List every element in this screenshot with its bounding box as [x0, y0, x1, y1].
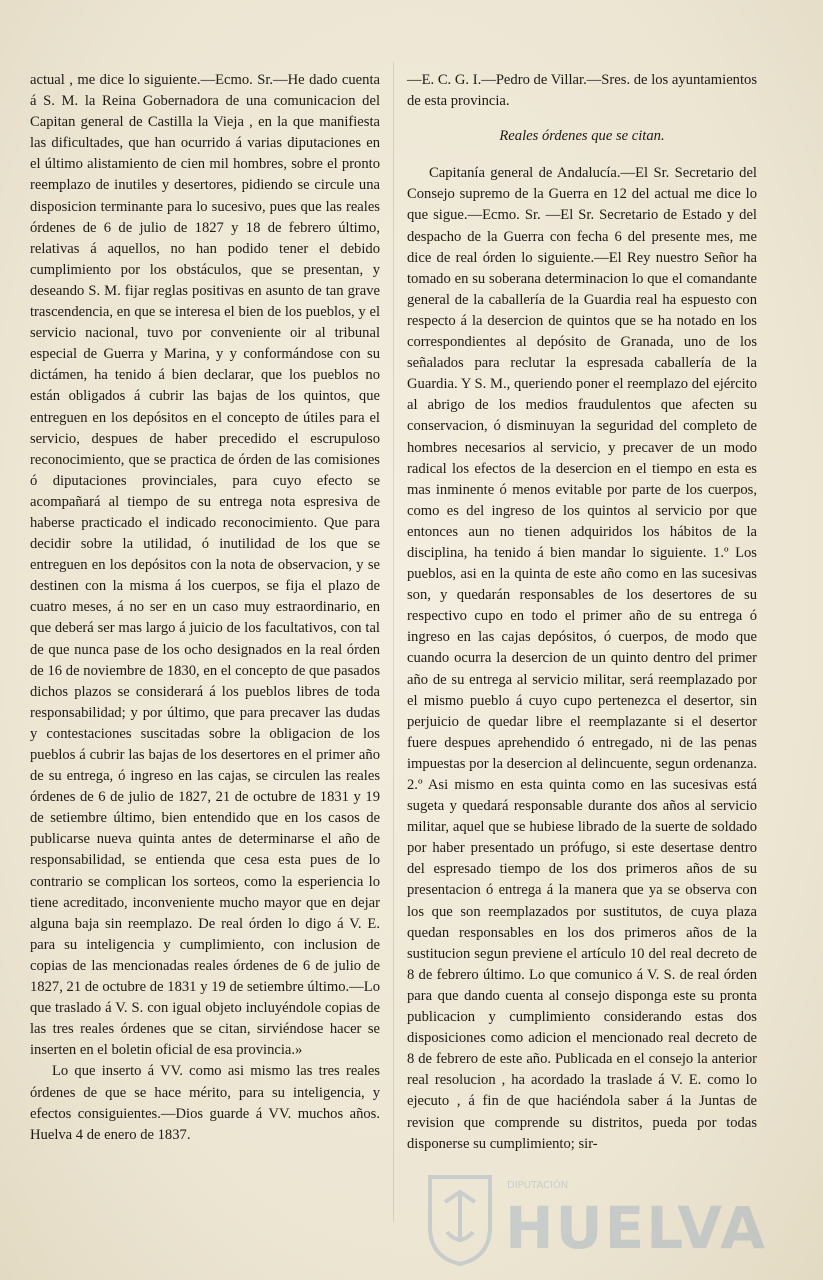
- watermark-subtext: DIPUTACIÓN: [507, 1180, 569, 1191]
- section-title: Reales órdenes que se citan.: [499, 128, 665, 145]
- shield-icon: [425, 1172, 495, 1267]
- watermark-text: HUELVA: [505, 1194, 768, 1262]
- right-paragraph-2: Capitanía general de Andalucía.—El Sr. Secretario del Consejo supremo de la Guerra en 12 del actual me dice lo que sigue.—Ecmo. Sr. —El Sr. Secretario de Estado y del despacho de la Guerra con fecha 6 del presente mes, me dice de real órden lo siguiente.—El Rey nuestro Señor ha tomado en su soberana determinacion lo que el comandante general de la caballería de la Guardia real ha espuesto con respecto á la desercion de quintos que se ha notado en los correspondientes al depósito de Granada, uno de los señalados para reclutar la espresada caballería de la Guardia. Y S. M., queriendo poner el reemplazo del ejército al abrigo de los medios fraudulentos que afecten su conservacion, ó disminuyan la seguridad del completo de hombres necesarios al servicio, y precaver de un modo radical los efectos de la desercion en el tiempo en esta es mas inminente ó menos evitable por parte de los cuerpos, como es del ingreso de los quintos al servicio por que entonces aun no tienen adquiridos los hábitos de la disciplina, ha tenido á bien mandar lo siguiente. 1.º Los pueblos, asi en la quinta de este año como en las sucesivas son, y quedarán responsables de los desertores de su respectivo cupo en todo el primer año de su entrega ó ingreso en las cajas depósitos, ó cuerpos, de modo que cuando ocurra la desercion de un quinto dentro del primer año de su entrega al servicio militar, será reemplazado por el mismo pueblo á cuyo cupo pertenezca el desertor, sin perjuicio de quedar libre el reemplazante si el desertor fuere despues aprehendido ó entregado, ni de las penas impuestas por la desercion al delincuente, segun ordenanza. 2.º Asi mismo en esta quinta como en las sucesivas está sugeta y quedará responsable durante dos años al servicio militar, aquel que se hubiese librado de la suerte de soldado por haber presentado un prófugo, si este desertase dentro del espresado tiempo de los dos primeros años de su presentacion ó entrega á la manera que ya se observa con los que son reemplazados por sustitutos, de cuya plaza quedan responsables en los dos primeros años de la sustitucion segun previene el artículo 10 del real decreto de 8 de febrero último. Lo que comunico á V. S. de real órden para que dando cuenta al consejo disponga este su pronta publicacion y cumplimiento considerando estas dos disposiciones como adicion el mencionado real decreto de 8 de febrero de este año. Publicada en el consejo la anterior real resolucion , ha acordado la traslade á V. E. como lo ejecuto , á fin de que haciéndola saber á la Juntas de revision que comprende su distritos, pueda por todas disponerse su cumplimiento; sir-: [407, 165, 757, 1152]
- right-paragraph-1: —E. C. G. I.—Pedro de Villar.—Sres. de los ayuntamientos de esta provincia.: [407, 72, 757, 110]
- library-watermark: [415, 1172, 768, 1272]
- left-paragraph-2: Lo que inserto á VV. como asi mismo las tres reales órdenes de que se hace mérito, para su inteligencia, y efectos consiguientes.—Dios guarde á VV. muchos años. Huelva 4 de enero de 1837.: [30, 1063, 380, 1143]
- left-paragraph-1: actual , me dice lo siguiente.—Ecmo. Sr.—He dado cuenta á S. M. la Reina Gobernadora de una comunicacion del Capitan general de Castilla la Vieja , en la que manifiesta las dificultades, que han ocurrido á varias diputaciones en el último alistamiento de cien mil hombres, sobre el pronto reemplazo de inutiles y desertores, pidiendo se circule una disposicion terminante para lo sucesivo, pues que las reales órdenes de 6 de julio de 1827 y 18 de febrero último, relativas á aquellos, no han podido tener el debido cumplimiento por los obstáculos, que se presentan, y deseando S. M. fijar reglas positivas en asunto de tan grave trascendencia, en que se interesa el bien de los pueblos, y el servicio nacional, tuvo por conveniente oir al tribunal especial de Guerra y Marina, y y conformándose con su dictámen, ha tenido á bien declarar, que los pueblos no están obligados á cubrir las bajas de los quintos, que entreguen en los depósitos en el concepto de útiles para el servicio, despues de haber precedido el escrupuloso reconocimiento, que se practica de órden de las comisiones ó diputaciones provinciales, para cuyo efecto se acompañará al tiempo de su entrega nota espresiva de haberse practicado el indicado reconocimiento. Que para decidir sobre la utilidad, ó inutilidad de los que se entreguen en los depósitos con la nota de observacion, y se destinen con la misma á los cuerpos, se fija el plazo de cuatro meses, á no ser en un caso muy estraordinario, en que deberá ser mas largo á juicio de los facultativos, con tal de que nunca pase de los ocho designados en la real órden de 16 de noviembre de 1830, en el concepto de que pasados dichos plazos se considerará á los pueblos libres de toda responsabilidad; y por último, que para precaver las dudas y contestaciones suscitadas sobre la obligacion de los pueblos á cubrir las bajas de los desertores en el primer año de su entrega, ó ingreso en las cajas, se circulen las reales órdenes de 6 de julio de 1827, 21 de octubre de 1831 y 19 de setiembre último, bien entendido que en los casos de publicarse nueva quinta antes de determinarse el año de responsabilidad, se entienda que cesa esta pues de lo contrario se complican los sorteos, como la esperiencia lo tiene acreditado, inconveniente mucho mayor que en dejar alguna baja sin reemplazo. De real órden lo digo á V. E. para su inteligencia y cumplimiento, con inclusion de copias de las mencionadas reales órdenes de 6 de julio de 1827, 21 de octubre de 1831 y 19 de setiembre último.—Lo que traslado á V. S. con igual objeto incluyéndole copias de las tres reales órdenes que se citan, sirviéndose hacer se inserten en el boletin oficial de esa provincia.»: [30, 72, 380, 1059]
- column-divider: [393, 62, 394, 1222]
- right-column: [407, 70, 757, 1155]
- left-column: [30, 70, 380, 1146]
